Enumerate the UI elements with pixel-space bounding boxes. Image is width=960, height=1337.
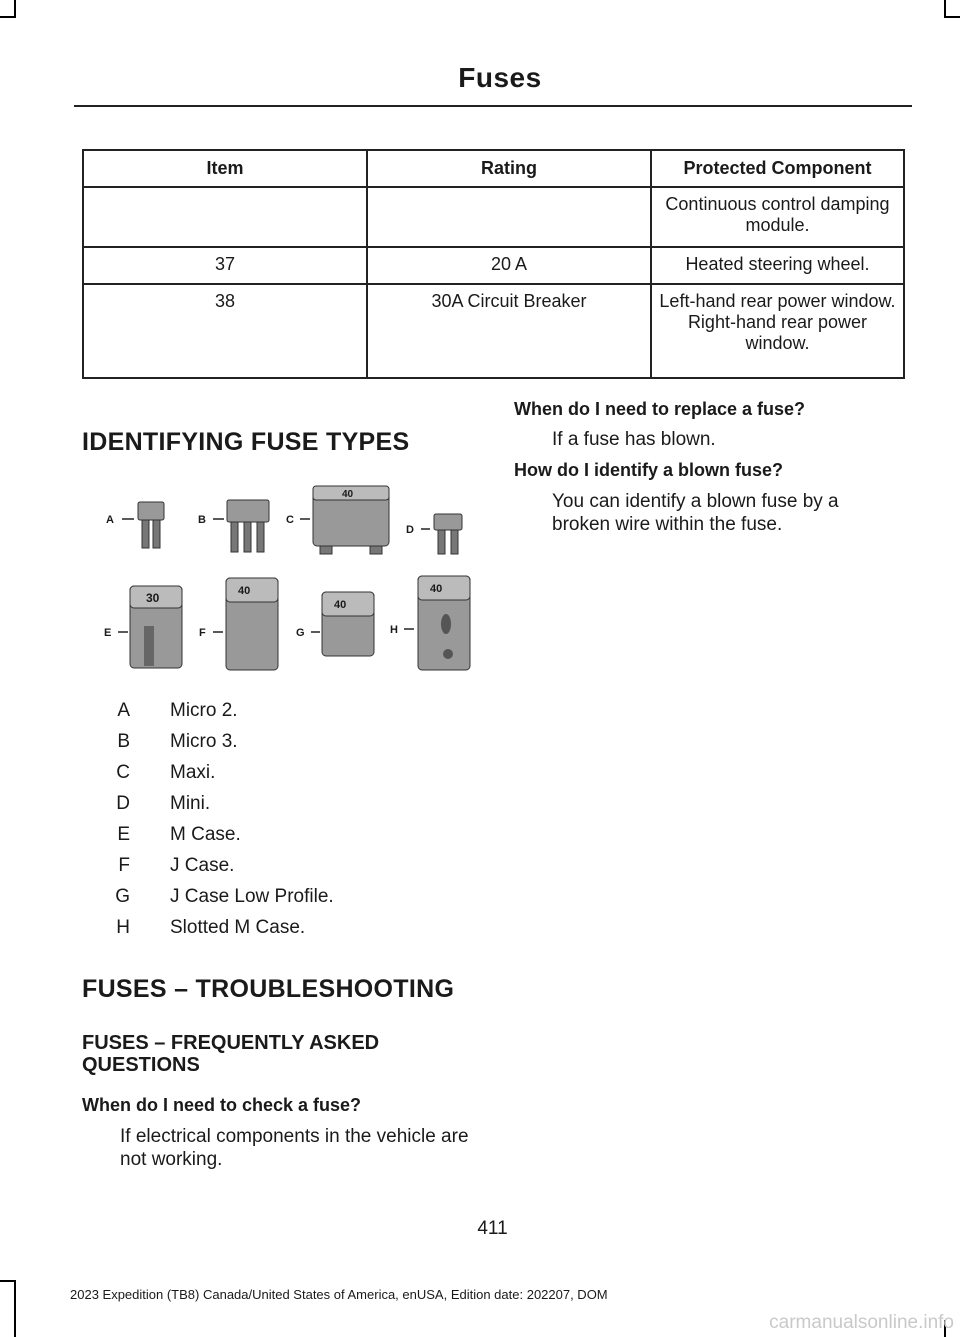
- label-a: A: [106, 514, 114, 526]
- table-row: [83, 187, 904, 247]
- answer-replace-fuse: If a fuse has blown.: [552, 429, 716, 450]
- list-item: [82, 788, 482, 819]
- list-item-letter: C: [116, 761, 130, 783]
- list-item-name: M Case.: [170, 823, 241, 845]
- faq-heading: FUSES – FREQUENTLY ASKED QUESTIONS: [82, 1032, 380, 1076]
- label-d: D: [406, 524, 414, 536]
- identifying-heading: IDENTIFYING FUSE TYPES: [82, 428, 410, 456]
- question-replace-fuse: When do I need to replace a fuse?: [514, 399, 806, 419]
- answer-identify-blown-fuse: You can identify a blown fuse by a broken wire within the fuse.: [552, 491, 839, 535]
- question-identify-blown-fuse: How do I identify a blown fuse?: [514, 460, 783, 480]
- fuse-f-number: 40: [238, 585, 251, 597]
- list-item-name: Micro 3.: [170, 730, 238, 752]
- list-item-name: Mini.: [170, 792, 211, 814]
- title-rule: [74, 105, 912, 107]
- cell-component: [651, 187, 904, 247]
- fuse-a-icon: [138, 502, 164, 548]
- header-component: Protected Component: [651, 150, 904, 187]
- troubleshooting-heading: FUSES – TROUBLESHOOTING: [82, 975, 455, 1003]
- component-line: Right-hand rear power window.: [687, 312, 868, 353]
- fuse-g-number: 40: [334, 599, 347, 611]
- fuse-e-icon: [130, 586, 182, 668]
- list-item: [82, 819, 482, 850]
- header-rating: Rating: [367, 150, 651, 187]
- list-item-name: J Case Low Profile.: [170, 885, 334, 907]
- list-item-letter: G: [115, 885, 130, 907]
- header-item: Item: [83, 150, 367, 187]
- component-line: Continuous control damping module.: [665, 194, 890, 235]
- label-b: B: [198, 514, 206, 526]
- label-g: G: [296, 627, 305, 639]
- list-item-name: J Case.: [170, 854, 235, 876]
- crop-mark-tl-h: [0, 16, 16, 18]
- list-item: [82, 881, 482, 912]
- list-item-letter: F: [118, 854, 130, 876]
- list-item-letter: E: [117, 823, 130, 845]
- fuse-types-figure: [96, 478, 476, 678]
- label-c: C: [286, 514, 294, 526]
- list-item-letter: H: [116, 916, 130, 938]
- fuse-g-icon: [322, 592, 374, 656]
- component-line: Left-hand rear power window.: [659, 291, 896, 311]
- cell-rating: 20 A: [367, 247, 651, 284]
- cell-item: [83, 187, 367, 247]
- page-number: 411: [477, 1218, 508, 1239]
- list-item: [82, 726, 482, 757]
- document-info: 2023 Expedition (TB8) Canada/United States of America, enUSA, Edition date: 202207, DOM: [70, 1287, 608, 1302]
- list-item-letter: B: [117, 730, 130, 752]
- fuse-d-icon: [434, 514, 462, 554]
- table-header-row: [83, 150, 904, 187]
- list-item-name: Micro 2.: [170, 699, 238, 721]
- cell-component: [651, 284, 904, 378]
- fuse-c-icon: [313, 486, 389, 554]
- list-item: [82, 912, 482, 943]
- list-item-letter: D: [116, 792, 130, 814]
- table-row: [83, 284, 904, 378]
- cell-rating: 30A Circuit Breaker: [367, 284, 651, 378]
- cell-item: 37: [83, 247, 367, 284]
- cell-component: [651, 247, 904, 284]
- fuse-c-number: 40: [342, 489, 354, 500]
- list-item-name: Maxi.: [170, 761, 216, 783]
- table-row: [83, 247, 904, 284]
- list-item: [82, 850, 482, 881]
- component-line: Heated steering wheel.: [685, 254, 870, 274]
- fuse-h-number: 40: [430, 583, 443, 595]
- fuse-b-icon: [227, 500, 269, 552]
- fuse-type-list: [82, 695, 482, 943]
- list-item-letter: A: [117, 699, 130, 721]
- fuse-f-icon: [226, 578, 278, 670]
- label-h: H: [390, 624, 398, 636]
- cell-rating: [367, 187, 651, 247]
- page-title: Fuses: [458, 62, 542, 93]
- fuse-table: [82, 149, 905, 379]
- cell-item: 38: [83, 284, 367, 378]
- fuse-e-number: 30: [146, 591, 160, 605]
- crop-mark-bl-v: [14, 1280, 16, 1337]
- watermark: carmanualsonline.info: [769, 1312, 954, 1333]
- crop-mark-bl-h: [0, 1280, 16, 1282]
- question-check-fuse: When do I need to check a fuse?: [82, 1095, 362, 1115]
- answer-check-fuse: If electrical components in the vehicle are not working.: [120, 1126, 469, 1170]
- label-f: F: [199, 627, 206, 639]
- label-e: E: [104, 627, 112, 639]
- list-item: [82, 695, 482, 726]
- list-item: [82, 757, 482, 788]
- fuse-h-icon: [418, 576, 470, 670]
- crop-mark-tr-h: [944, 16, 960, 18]
- list-item-name: Slotted M Case.: [170, 916, 306, 938]
